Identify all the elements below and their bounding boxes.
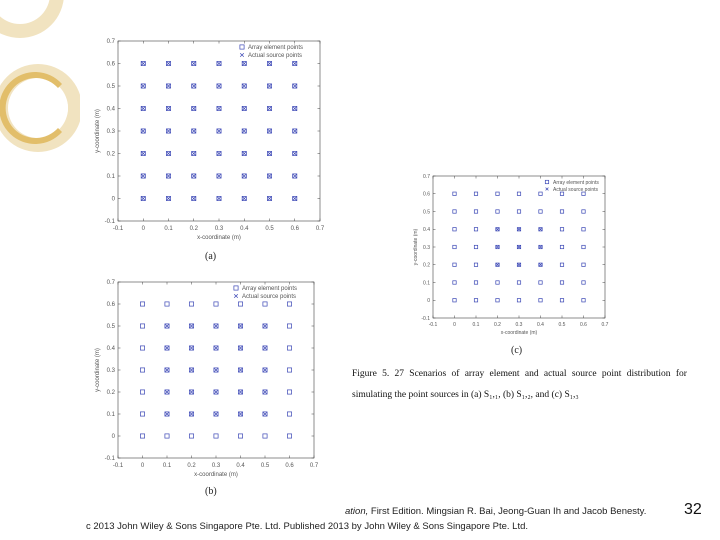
caption-word: source <box>571 369 597 379</box>
chart-c <box>410 168 610 338</box>
x-tick-label: 0.3 <box>515 322 523 328</box>
x-tick-label: 0 <box>140 463 145 469</box>
legend-label-array: Array element points <box>242 286 298 293</box>
y-tick-label: 0.2 <box>106 390 115 397</box>
caption-word: Figure <box>352 369 377 379</box>
y-axis-label: y-coordinate (m) <box>94 109 101 153</box>
y-tick-label: -0.1 <box>421 315 430 322</box>
citation-italic-fragment: ation, <box>345 506 369 517</box>
legend-label-source: Actual source points <box>248 53 303 60</box>
legend-label-array: Array element points <box>248 45 304 52</box>
y-tick-label: 0 <box>111 196 115 203</box>
x-tick-label: -0.1 <box>428 322 438 328</box>
x-tick-label: 0.7 <box>309 463 319 469</box>
y-tick-label: 0.4 <box>106 106 115 113</box>
decorative-ring-graphic <box>0 0 80 300</box>
y-tick-label: 0.5 <box>423 209 430 216</box>
y-tick-label: 0.5 <box>106 324 115 331</box>
caption-word: point <box>601 369 622 379</box>
chart-b-caption: (b) <box>205 486 217 497</box>
caption-word: 5. <box>382 369 390 379</box>
x-tick-label: 0.6 <box>290 226 299 232</box>
caption-word: 27 <box>394 369 404 379</box>
y-tick-label: 0.2 <box>423 262 430 269</box>
x-tick-label: 0.6 <box>285 463 294 469</box>
y-tick-label: 0.3 <box>423 244 430 251</box>
legend-label-source: Actual source points <box>553 186 599 193</box>
caption-word: for <box>675 369 687 379</box>
x-tick-label: 0.7 <box>601 322 609 328</box>
y-tick-label: 0.7 <box>423 173 430 180</box>
caption-word: distribution <box>626 369 671 379</box>
x-tick-label: 0 <box>141 226 145 232</box>
y-axis-label: y-coordinate (m) <box>413 228 419 266</box>
chart-c-svg <box>410 168 610 338</box>
x-tick-label: 0.2 <box>494 322 501 328</box>
ring-inner-cutout <box>20 84 68 132</box>
chart-a-caption: (a) <box>205 251 217 262</box>
citation-text: First Edition. Mingsian R. Bai, Jeong-Guan Ih and Jacob Benesty. <box>368 506 647 517</box>
caption-word: Scenarios <box>409 369 447 379</box>
figure-caption-line-1 <box>352 364 687 385</box>
x-tick-label: 0.3 <box>214 226 224 232</box>
legend-label-source: Actual source points <box>242 294 297 301</box>
chart-b <box>80 276 330 486</box>
x-tick-label: -0.1 <box>112 463 124 469</box>
x-tick-label: -0.1 <box>112 226 124 232</box>
y-tick-label: 0.4 <box>106 346 115 353</box>
y-tick-label: 0.3 <box>106 129 115 136</box>
copyright-line: c 2013 John Wiley & Sons Singapore Pte. Ltd. Published 2013 by John Wiley & Sons Singapore Pte. Ltd. <box>86 521 529 532</box>
x-tick-label: 0.2 <box>189 226 198 232</box>
y-tick-label: -0.1 <box>104 456 115 463</box>
chart-a <box>80 33 330 243</box>
caption-word: and <box>524 369 539 379</box>
ring-top-arc <box>0 0 64 38</box>
x-tick-label: 0.5 <box>265 226 274 232</box>
x-axis-label: x-coordinate (m) <box>500 330 538 336</box>
y-tick-label: 0.6 <box>423 191 430 198</box>
y-tick-label: -0.1 <box>104 219 115 226</box>
caption-word: actual <box>543 369 567 379</box>
caption-word: element <box>489 369 520 379</box>
x-tick-label: 0.4 <box>240 226 249 232</box>
x-tick-label: 0.3 <box>211 463 221 469</box>
y-tick-label: 0 <box>111 434 115 441</box>
y-tick-label: 0.6 <box>106 61 115 68</box>
y-tick-label: 0.2 <box>106 151 115 158</box>
y-axis-label: y-coordinate (m) <box>94 348 101 392</box>
y-tick-label: 0.6 <box>106 302 115 309</box>
chart-c-caption: (c) <box>511 345 523 356</box>
y-tick-label: 0.3 <box>106 368 115 375</box>
x-tick-label: 0.1 <box>162 463 172 469</box>
x-tick-label: 0.4 <box>236 463 245 469</box>
x-tick-label: 0.1 <box>472 322 480 328</box>
x-tick-label: 0 <box>453 322 456 328</box>
x-tick-label: 0.5 <box>260 463 270 469</box>
x-tick-label: 0.7 <box>315 226 325 232</box>
page-number: 32 <box>684 501 702 518</box>
x-axis-label: x-coordinate (m) <box>194 472 238 478</box>
y-tick-label: 0.1 <box>423 280 430 287</box>
citation-line <box>345 506 646 517</box>
figure-caption-line-2: simulating the point sources in (a) S₁,₁, (b) S₁,₂, and (c) S₁,₃ <box>352 390 579 400</box>
x-tick-label: 0.5 <box>558 322 566 328</box>
y-tick-label: 0.7 <box>106 280 115 287</box>
y-tick-label: 0.7 <box>106 39 115 46</box>
x-tick-label: 0.4 <box>537 322 544 328</box>
y-tick-label: 0.4 <box>423 227 430 233</box>
y-tick-label: 0.5 <box>106 84 115 91</box>
x-tick-label: 0.2 <box>187 463 196 469</box>
legend-label-array: Array element points <box>553 179 599 186</box>
x-tick-label: 0.6 <box>580 322 587 328</box>
y-tick-label: 0 <box>427 298 430 304</box>
x-axis-label: x-coordinate (m) <box>197 235 241 241</box>
figure-caption <box>352 364 687 406</box>
y-tick-label: 0.1 <box>106 412 115 419</box>
y-tick-label: 0.1 <box>106 174 115 181</box>
x-tick-label: 0.1 <box>164 226 173 232</box>
caption-word: of <box>451 369 460 379</box>
chart-a-svg <box>80 33 330 243</box>
caption-word: array <box>464 369 485 379</box>
chart-b-svg <box>80 276 330 486</box>
